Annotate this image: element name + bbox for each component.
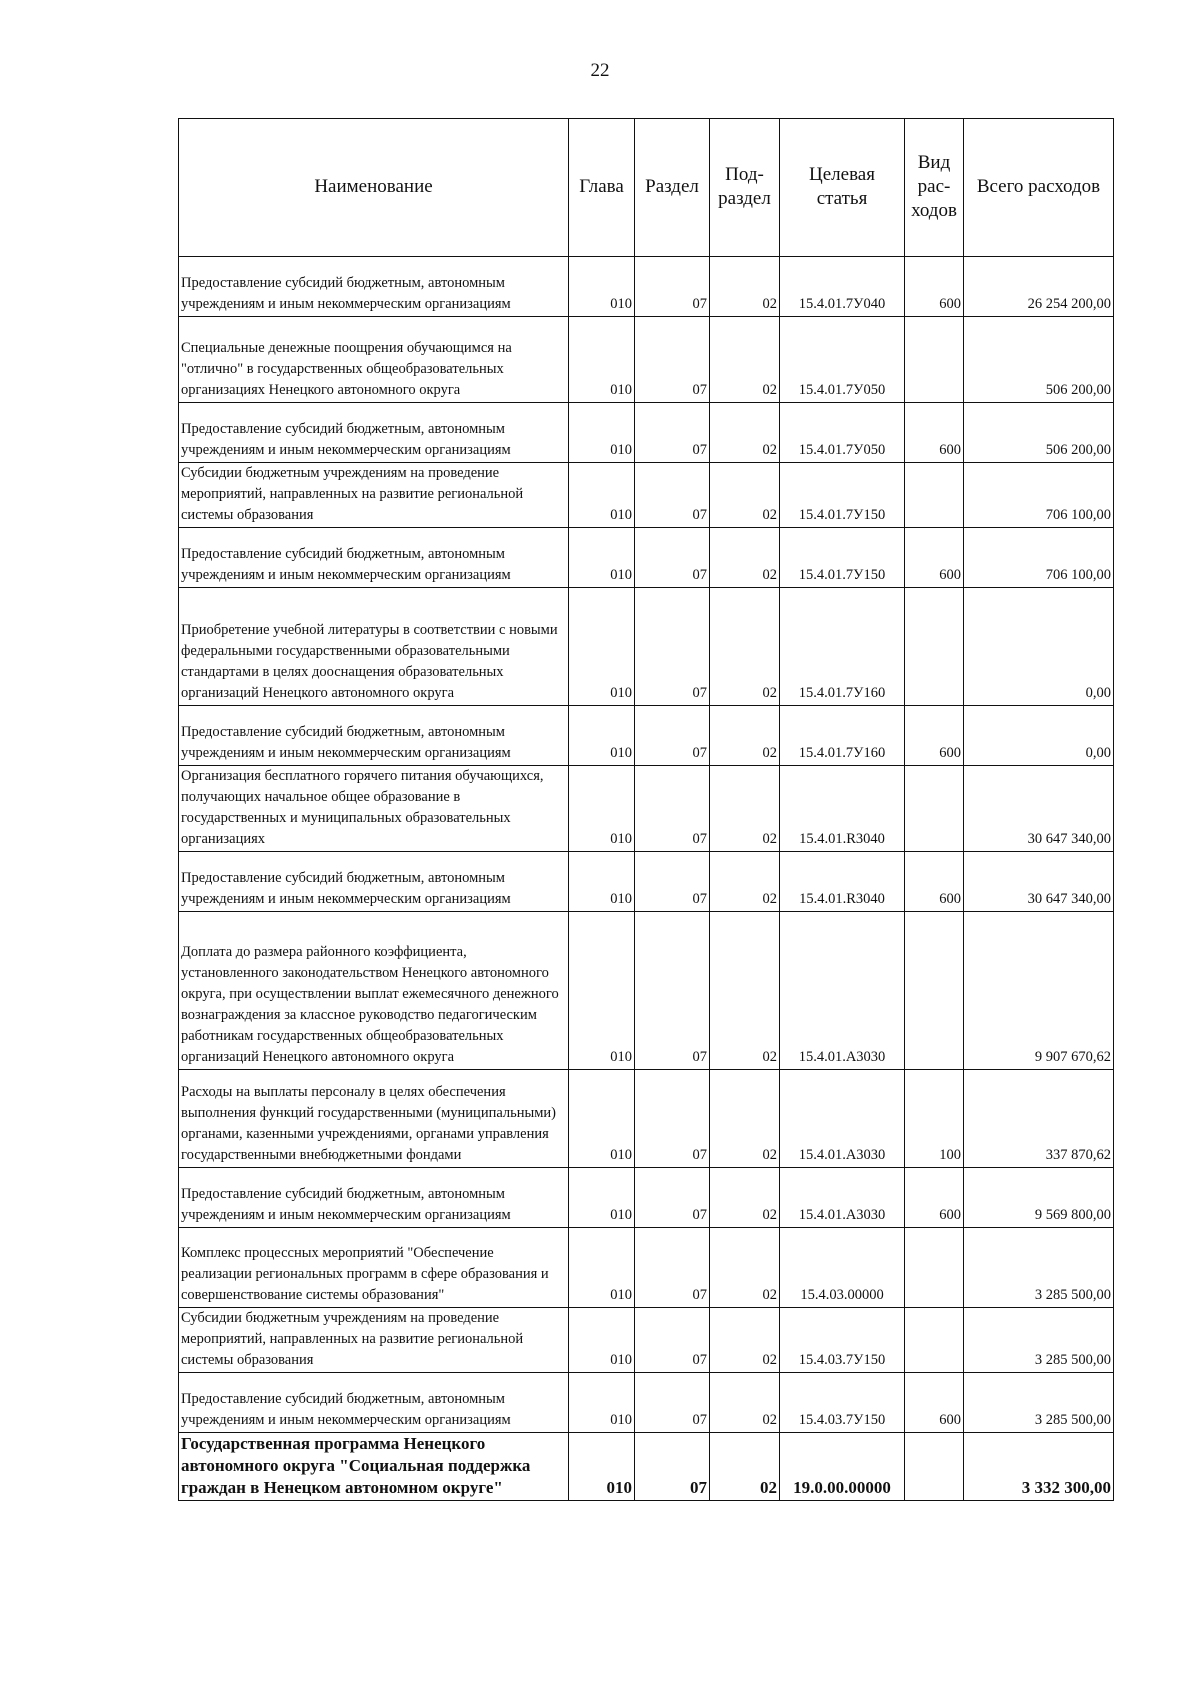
cell-name: Комплекс процессных мероприятий "Обеспечение реализации региональных программ в сфере образования и совершенствование системы образования" [179,1228,569,1308]
cell-name: Расходы на выплаты персоналу в целях обеспечения выполнения функций государственными (муниципальными) органами, казенными учреждениями, органами управления государственными внебюджетными фондами [179,1070,569,1168]
table-row [179,257,1114,317]
cell-type [905,912,964,1070]
cell-type: 600 [905,706,964,766]
cell-total: 0,00 [964,588,1114,706]
cell-section: 07 [635,317,710,403]
table-row [179,317,1114,403]
cell-target: 15.4.01.А3030 [780,1070,905,1168]
cell-name: Субсидии бюджетным учреждениям на проведение мероприятий, направленных на развитие региональной системы образования [179,463,569,528]
cell-subsection: 02 [710,1168,780,1228]
cell-name: Доплата до размера районного коэффициента, установленного законодательством Ненецкого автономного округа, при осуществлении выплат ежемесячного денежного вознаграждения за классное руководство педагогическим работникам государственных общеобразовательных организаций Ненецкого автономного округа [179,912,569,1070]
table-header-row [179,119,1114,257]
cell-target: 15.4.01.7У040 [780,257,905,317]
cell-total: 706 100,00 [964,528,1114,588]
table-row [179,706,1114,766]
cell-total: 9 569 800,00 [964,1168,1114,1228]
cell-name: Государственная программа Ненецкого автономного округа "Социальная поддержка граждан в Ненецком автономном округе" [179,1433,569,1501]
cell-chapter: 010 [569,1308,635,1373]
cell-section: 07 [635,1070,710,1168]
page-number: 22 [590,60,610,81]
cell-total: 506 200,00 [964,317,1114,403]
cell-chapter: 010 [569,912,635,1070]
cell-target: 15.4.01.7У050 [780,403,905,463]
cell-section: 07 [635,1168,710,1228]
cell-chapter: 010 [569,257,635,317]
cell-total: 30 647 340,00 [964,766,1114,852]
cell-name: Предоставление субсидий бюджетным, автономным учреждениям и иным некоммерческим организациям [179,403,569,463]
table-row [179,1373,1114,1433]
cell-name: Организация бесплатного горячего питания обучающихся, получающих начальное общее образование в государственных и муниципальных образовательных организациях [179,766,569,852]
cell-target: 15.4.01.R3040 [780,852,905,912]
table-row [179,912,1114,1070]
cell-target: 15.4.01.7У160 [780,706,905,766]
cell-subsection: 02 [710,1433,780,1501]
header-subsection: Под- раздел [710,119,780,257]
table-row [179,1433,1114,1501]
cell-chapter: 010 [569,1070,635,1168]
table-row [179,528,1114,588]
cell-type [905,1433,964,1501]
cell-type [905,1228,964,1308]
cell-chapter: 010 [569,463,635,528]
cell-total: 3 285 500,00 [964,1228,1114,1308]
cell-name: Специальные денежные поощрения обучающимся на "отлично" в государственных общеобразовательных организациях Ненецкого автономного округа [179,317,569,403]
cell-section: 07 [635,1373,710,1433]
cell-total: 3 285 500,00 [964,1373,1114,1433]
cell-total: 3 285 500,00 [964,1308,1114,1373]
cell-subsection: 02 [710,912,780,1070]
cell-subsection: 02 [710,1070,780,1168]
table-row [179,1308,1114,1373]
cell-type [905,317,964,403]
cell-target: 15.4.01.R3040 [780,766,905,852]
cell-target: 15.4.03.7У150 [780,1308,905,1373]
cell-subsection: 02 [710,588,780,706]
cell-target: 15.4.01.А3030 [780,912,905,1070]
cell-subsection: 02 [710,317,780,403]
cell-target: 15.4.01.7У150 [780,463,905,528]
cell-chapter: 010 [569,1168,635,1228]
cell-subsection: 02 [710,766,780,852]
cell-section: 07 [635,257,710,317]
table-row [179,852,1114,912]
cell-name: Приобретение учебной литературы в соответствии с новыми федеральными государственными образовательными стандартами в целях дооснащения образовательных организаций Ненецкого автономного округа [179,588,569,706]
cell-total: 0,00 [964,706,1114,766]
cell-type: 600 [905,1373,964,1433]
cell-chapter: 010 [569,588,635,706]
cell-total: 9 907 670,62 [964,912,1114,1070]
cell-target: 15.4.01.7У160 [780,588,905,706]
cell-total: 3 332 300,00 [964,1433,1114,1501]
cell-type [905,588,964,706]
cell-target: 15.4.01.7У050 [780,317,905,403]
cell-total: 337 870,62 [964,1070,1114,1168]
cell-name: Предоставление субсидий бюджетным, автономным учреждениям и иным некоммерческим организациям [179,1373,569,1433]
table-row [179,1070,1114,1168]
cell-type: 600 [905,257,964,317]
cell-type [905,1308,964,1373]
cell-subsection: 02 [710,403,780,463]
cell-subsection: 02 [710,852,780,912]
cell-chapter: 010 [569,1433,635,1501]
cell-section: 07 [635,912,710,1070]
table-row [179,1168,1114,1228]
header-chapter: Глава [569,119,635,257]
cell-chapter: 010 [569,528,635,588]
cell-type [905,766,964,852]
cell-chapter: 010 [569,403,635,463]
cell-chapter: 010 [569,766,635,852]
cell-chapter: 010 [569,1228,635,1308]
table-row [179,403,1114,463]
cell-total: 706 100,00 [964,463,1114,528]
cell-total: 30 647 340,00 [964,852,1114,912]
cell-name: Предоставление субсидий бюджетным, автономным учреждениям и иным некоммерческим организациям [179,706,569,766]
header-name: Наименование [179,119,569,257]
table-row [179,1228,1114,1308]
cell-type [905,463,964,528]
cell-chapter: 010 [569,706,635,766]
header-type: Вид рас- ходов [905,119,964,257]
cell-total: 26 254 200,00 [964,257,1114,317]
cell-subsection: 02 [710,528,780,588]
cell-section: 07 [635,588,710,706]
table-row [179,588,1114,706]
budget-table [178,118,1114,1501]
cell-name: Предоставление субсидий бюджетным, автономным учреждениям и иным некоммерческим организациям [179,1168,569,1228]
cell-section: 07 [635,766,710,852]
cell-subsection: 02 [710,706,780,766]
cell-total: 506 200,00 [964,403,1114,463]
cell-section: 07 [635,852,710,912]
cell-section: 07 [635,403,710,463]
cell-type: 600 [905,403,964,463]
cell-target: 15.4.03.00000 [780,1228,905,1308]
cell-section: 07 [635,528,710,588]
cell-section: 07 [635,463,710,528]
table-body [179,257,1114,1501]
cell-target: 15.4.01.7У150 [780,528,905,588]
cell-section: 07 [635,1433,710,1501]
cell-target: 15.4.01.А3030 [780,1168,905,1228]
cell-section: 07 [635,1308,710,1373]
header-target: Целевая статья [780,119,905,257]
cell-subsection: 02 [710,1308,780,1373]
cell-subsection: 02 [710,1373,780,1433]
header-section: Раздел [635,119,710,257]
cell-name: Предоставление субсидий бюджетным, автономным учреждениям и иным некоммерческим организациям [179,852,569,912]
cell-chapter: 010 [569,317,635,403]
cell-name: Субсидии бюджетным учреждениям на проведение мероприятий, направленных на развитие региональной системы образования [179,1308,569,1373]
table-row [179,766,1114,852]
cell-target: 15.4.03.7У150 [780,1373,905,1433]
cell-type: 600 [905,528,964,588]
cell-chapter: 010 [569,1373,635,1433]
cell-subsection: 02 [710,257,780,317]
cell-target: 19.0.00.00000 [780,1433,905,1501]
cell-chapter: 010 [569,852,635,912]
table-row [179,463,1114,528]
cell-section: 07 [635,706,710,766]
header-total: Всего расходов [964,119,1114,257]
cell-name: Предоставление субсидий бюджетным, автономным учреждениям и иным некоммерческим организациям [179,257,569,317]
cell-type: 600 [905,1168,964,1228]
cell-name: Предоставление субсидий бюджетным, автономным учреждениям и иным некоммерческим организациям [179,528,569,588]
cell-subsection: 02 [710,463,780,528]
cell-type: 100 [905,1070,964,1168]
cell-subsection: 02 [710,1228,780,1308]
cell-type: 600 [905,852,964,912]
cell-section: 07 [635,1228,710,1308]
